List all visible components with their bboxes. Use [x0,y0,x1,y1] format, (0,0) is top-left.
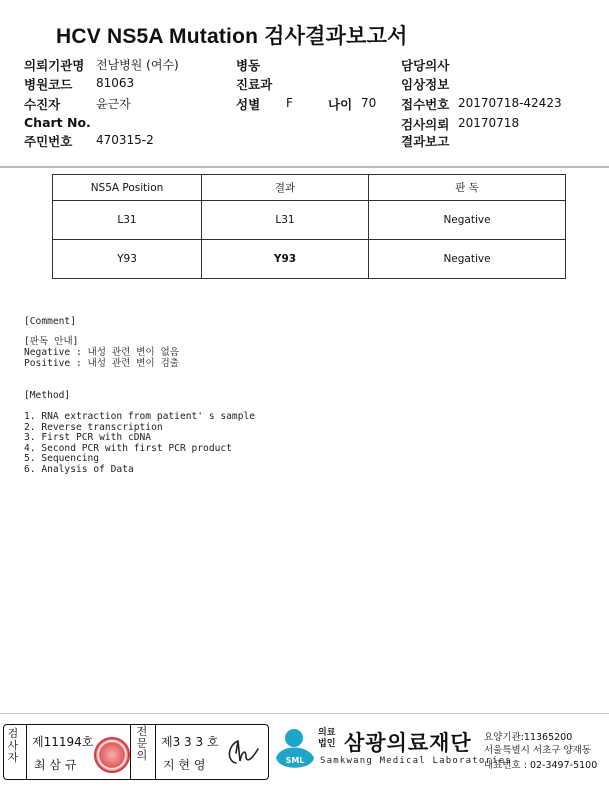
comment-line: Negative : 내성 관련 변이 없음 [24,347,180,358]
method-line: 5. Sequencing [24,453,100,464]
method-line: 2. Reverse transcription [24,422,163,433]
table-cell: L31 [202,201,369,240]
header-receipt-no-value [458,95,562,110]
header-clinical-info [401,75,449,93]
signature-divider [26,724,27,780]
header-label: 주민번호 [24,134,73,149]
vertical-char: 사 [7,739,19,752]
method-heading: [Method] [24,390,71,401]
org-prefix-line: 의료 [318,728,336,738]
header-sex [236,95,260,113]
header-value: 20170718 [458,116,520,130]
result-table [52,174,566,279]
header-value: 20170718-42423 [458,96,562,110]
column-header: NS5A Position [53,175,202,201]
table-cell: L31 [53,201,202,240]
header-row-hospital-code [24,75,72,93]
header-label: 검사의뢰 [401,117,450,132]
specialist-label [136,726,148,762]
header-row-id-number [24,132,72,150]
org-name: 삼광의료재단 [344,731,472,755]
header-label: 진료과 [236,77,273,92]
org-prefix-line: 법인 [318,739,336,749]
header-result-report [401,132,449,150]
header-value-institution [96,56,179,73]
examiner-label-text [7,728,19,764]
org-address: 서울특별시 서초구 양재동 [484,745,591,756]
specialist-label-text [136,726,148,762]
header-label: Chart No. [24,115,91,130]
header-sex-value [286,95,293,110]
table-row [53,201,566,240]
org-code: 요양기관:11365200 [484,732,573,743]
signature-divider [155,724,156,780]
header-value-patient [96,95,131,112]
method-line: 1. RNA extraction from patient' s sample [24,411,256,422]
header-receipt-no [401,95,449,113]
header-label: 수진자 [24,97,61,112]
header-doctor [401,56,449,74]
header-value: 70 [361,96,377,110]
table-cell: Y93 [53,240,202,279]
logo-text: SML [285,756,305,765]
header-dept [236,75,272,93]
header-label: 병원코드 [24,77,73,92]
header-age-value [361,95,376,110]
org-prefix [318,728,335,750]
header-label: 임상정보 [401,77,450,92]
comment-line: Positive : 내성 관련 변이 검출 [24,358,180,369]
header-value: F [286,96,293,110]
column-header: 판 독 [369,175,566,201]
header-value-hospital-code [96,75,134,90]
header-label: 병동 [236,58,261,73]
header-age [328,95,352,113]
header-request-date-value [458,115,519,130]
method-line: 4. Second PCR with first PCR product [24,443,232,454]
header-request-date [401,115,449,133]
vertical-char: 문 [136,737,148,750]
table-cell: Y93 [202,240,369,279]
header-label: 의뢰기관명 [24,58,85,73]
header-row-chart-no [24,115,91,130]
header-value: 윤근자 [96,97,131,111]
header-value: 전남병원 (여수) [96,58,179,72]
vertical-char: 자 [7,751,19,764]
header-label: 담당의사 [401,58,450,73]
org-english-name: Samkwang Medical Laboratories [320,756,512,766]
examiner-name: 최 삼 규 [34,758,77,772]
header-divider [0,166,609,168]
method-line: 6. Analysis of Data [24,464,134,475]
signature-icon [224,735,262,769]
signature-divider [130,724,131,780]
header-value-id-number [96,132,154,147]
method-line: 3. First PCR with cDNA [24,432,152,443]
header-value: 81063 [96,76,135,90]
column-header: 결과 [202,175,369,201]
specialist-number: 제3 3 3 호 [161,735,219,749]
header-row-patient [24,95,60,113]
comment-heading: [Comment] [24,316,76,327]
table-header-row [53,175,566,201]
examiner-seal-icon [94,737,130,773]
header-label: 접수번호 [401,97,450,112]
header-label: 성별 [236,97,261,112]
header-row-institution [24,56,84,74]
table-cell: Negative [369,201,566,240]
report-title: HCV NS5A Mutation 검사결과보고서 [56,25,408,48]
comment-subheading: [판독 안내] [24,336,79,347]
examiner-label [7,728,19,764]
sml-logo-icon [274,728,318,774]
header-ward [236,56,260,74]
header-label: 결과보고 [401,134,450,149]
specialist-name: 지 현 영 [163,758,206,772]
examiner-number: 제11194호 [32,735,94,749]
table-row [53,240,566,279]
vertical-char: 의 [136,749,148,762]
vertical-char: 검 [7,727,19,740]
header-label: 나이 [328,97,353,112]
header-value: 470315-2 [96,133,154,147]
org-phone: 대표번호 : 02-3497-5100 [484,760,598,771]
vertical-char: 전 [136,725,148,738]
table-cell: Negative [369,240,566,279]
